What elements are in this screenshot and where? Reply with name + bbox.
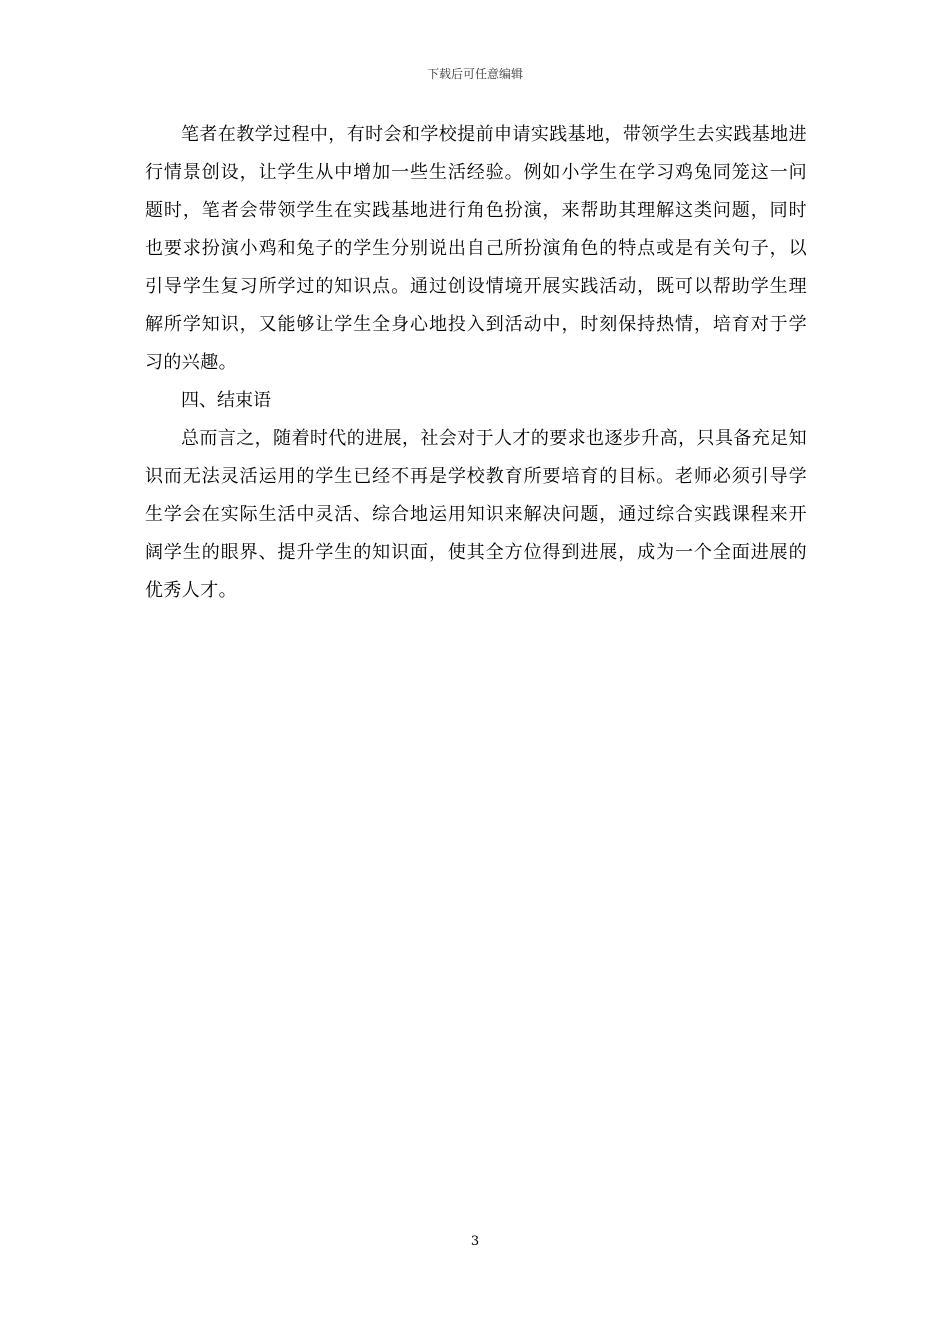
document-body — [145, 116, 807, 610]
body-paragraph: 总而言之，随着时代的进展，社会对于人才的要求也逐步升高，只具备充足知识而无法灵活运用的学生已经不再是学校教育所要培育的目标。老师必须引导学生学会在实际生活中灵活、综合地运用知识来解决问题，通过综合实践课程来开阔学生的眼界、提升学生的知识面，使其全方位得到进展，成为一个全面进展的优秀人才。 — [145, 428, 807, 601]
section-heading: 四、结束语 — [181, 390, 271, 411]
page-number: 3 — [470, 1234, 480, 1249]
body-paragraph: 笔者在教学过程中，有时会和学校提前申请实践基地，带领学生去实践基地进行情景创设，让学生从中增加一些生活经验。例如小学生在学习鸡兔同笼这一问题时，笔者会带领学生在实践基地进行角色扮演，来帮助其理解这类问题，同时也要求扮演小鸡和兔子的学生分别说出自己所扮演角色的特点或是有关句子，以引导学生复习所学过的知识点。通过创设情境开展实践活动，既可以帮助学生理解所学知识，又能够让学生全身心地投入到活动中，时刻保持热情，培育对于学习的兴趣。 — [145, 124, 807, 373]
page-header: 下载后可任意编辑 — [426, 67, 523, 81]
